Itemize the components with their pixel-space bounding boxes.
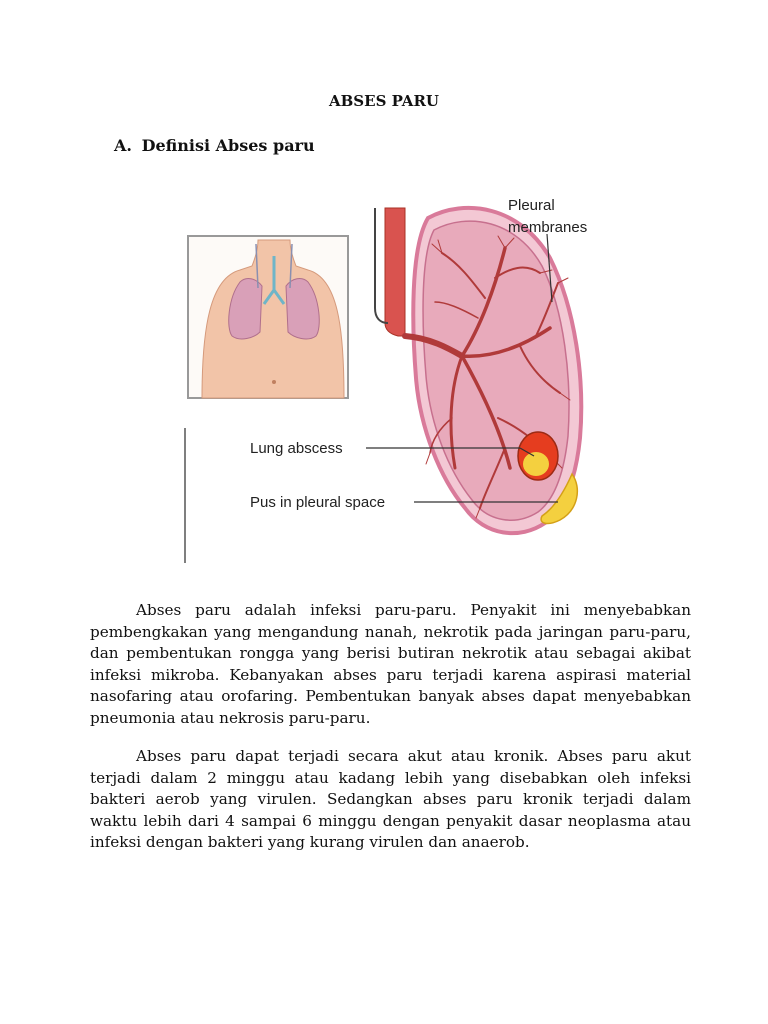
inset-navel <box>272 380 276 384</box>
paragraph-1: Abses paru adalah infeksi paru-paru. Penyakit ini menyebabkan pembengkakan yang mengandung nanah, nekrotik pada jaringan paru-paru, dan pembentukan rongga yang berisi butiran nekrotik atau sebagai akibat infeksi mikroba. Kebanyakan abses paru terjadi karena aspirasi material nasofaring atau orofaring. Pembentukan banyak abses dapat menyebabkan pneumonia atau nekrosis paru-paru. <box>90 601 691 727</box>
torso-inset <box>188 236 348 398</box>
label-membranes: membranes <box>508 219 588 236</box>
section-heading <box>114 136 315 155</box>
abscess-lesion <box>518 432 558 480</box>
lung-abscess-illustration <box>180 178 610 568</box>
label-pus: Pus in pleural space <box>250 494 386 511</box>
paragraph-2: Abses paru dapat terjadi secara akut atau kronik. Abses paru akut terjadi dalam 2 minggu atau kadang lebih yang disebabkan oleh infeksi bakteri aerob yang virulen. Sedangkan abses paru kronik terjadi dalam waktu lebih dari 4 sampai 6 minggu dengan penyakit dasar neoplasma atau infeksi dengan bakteri yang kurang virulen dan anaerob. <box>90 747 691 851</box>
trachea <box>385 208 405 336</box>
label-lung-abscess: Lung abscess <box>250 440 343 457</box>
section-number: A. <box>114 136 132 155</box>
section-heading-text: Definisi Abses paru <box>141 136 315 155</box>
label-pleural: Pleural <box>508 197 555 214</box>
page-title: ABSES PARU <box>328 92 439 110</box>
illustration-svg <box>180 178 610 568</box>
